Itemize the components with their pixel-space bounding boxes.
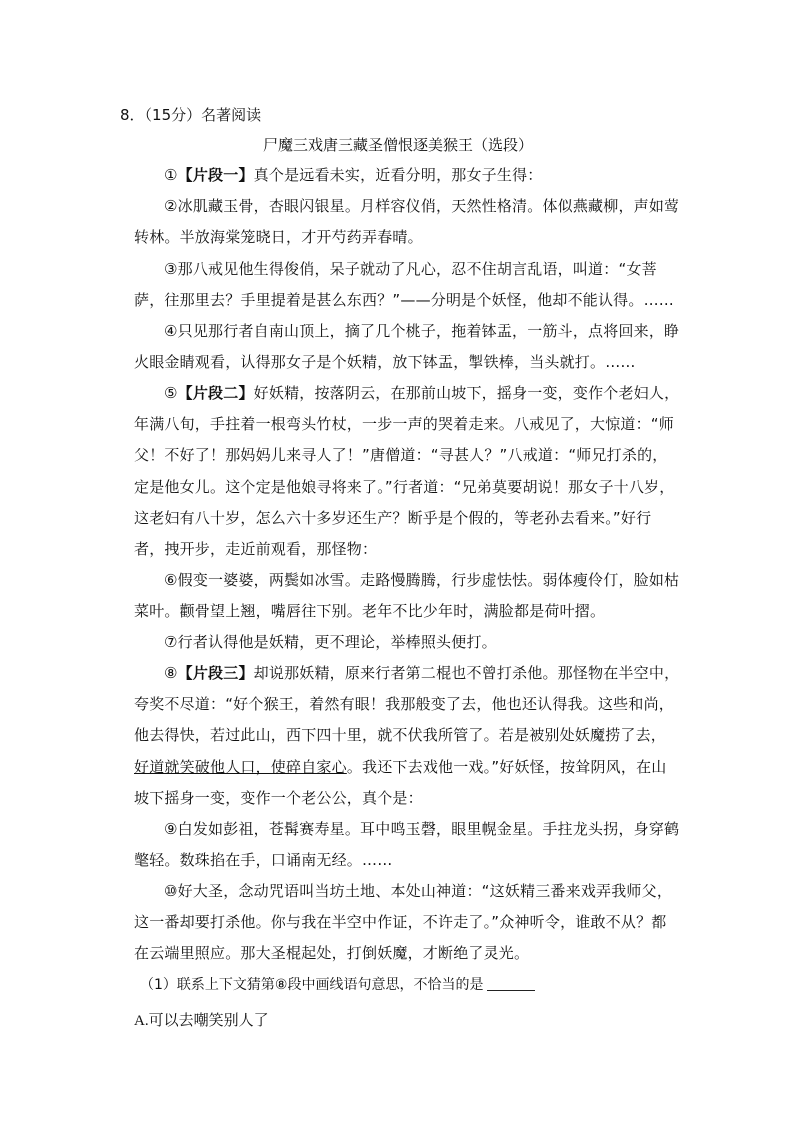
sub-question-1 [140, 974, 535, 994]
paragraph-text: 行者认得他是妖精，更不理论，举棒照头便打。 [177, 633, 497, 651]
paragraph-marker: ③ [164, 260, 178, 278]
paragraph-10 [134, 876, 680, 970]
option-text: 可以去嘲笑别人了 [148, 1011, 269, 1029]
paragraph-marker: ① [164, 166, 178, 184]
paragraph-text: 真个是远看未实，近看分明，那女子生得： [253, 166, 543, 184]
paragraph-marker: ⑨ [164, 820, 178, 838]
paragraph-text: 那八戒见他生得俊俏，呆子就动了凡心，忍不住胡言乱语，叫道：“女菩萨，往那里去？手里提着是甚么东西？”——分明是个妖怪，他却不能认得。…… [134, 260, 674, 310]
option-a [134, 1009, 269, 1030]
paragraph-4 [134, 316, 680, 378]
paragraph-marker: ② [164, 197, 178, 215]
paragraph-5 [134, 378, 680, 565]
paragraph-text: 冰肌藏玉骨，杏眼闪银星。月样容仪俏，天然性格清。体似燕藏柳，声如莺转林。半放海棠笼晓日，才开芍药弄春晴。 [134, 197, 680, 247]
excerpt-tag: 【片段二】 [177, 384, 254, 402]
paragraph-marker: ④ [164, 322, 178, 340]
paragraph-text: 。我还下去戏他一戏。”好妖怪，按耸阴风，在山坡下摇身一变，变作一个老公公，真个是： [134, 757, 667, 807]
paragraph-text: 却说那妖精，原来行者第二棍也不曾打杀他。那怪物在半空中，夸奖不尽道：“好个猴王，着然有眼！我那般变了去，他也还认得我。这些和尚，他去得快，若过此山，西下四十里，就不伏我所管了。若是被别处妖魔捞了去， [134, 664, 680, 745]
paragraph-9 [134, 814, 680, 876]
answer-blank[interactable] [487, 976, 535, 991]
option-letter: A. [134, 1013, 149, 1029]
paragraph-text: 好大圣，念动咒语叫当坊土地、本处山神道：“这妖精三番来戏弄我师父，这一番却要打杀他。你与我在半空中作证，不许走了。”众神听令，谁敢不从？都在云端里照应。那大圣棍起处，打倒妖魔，才断绝了灵光。 [134, 882, 673, 963]
paragraph-6 [134, 565, 680, 627]
excerpt-tag: 【片段一】 [177, 166, 254, 184]
paragraph-2 [134, 191, 680, 253]
paragraph-text: 好妖精，按落阴云，在那前山坡下，摇身一变，变作个老妇人，年满八旬，手拄着一根弯头竹杖，一步一声的哭着走来。八戒见了，大惊道：“师父！不好了！那妈妈儿来寻人了！”唐僧道：“寻甚人？”八戒道：“师兄打杀的，定是他女儿。这个定是他娘寻将来了。”行者道：“兄弟莫要胡说！那女子十八岁，这老妇有八十岁，怎么六十多岁还生产？断乎是个假的，等老孙去看来。”好行者，拽开步，走近前观看，那怪物： [134, 384, 680, 559]
paragraph-marker: ⑥ [164, 571, 178, 589]
paragraph-marker: ⑧ [164, 664, 178, 682]
question-text: （1）联系上下文猜第⑧段中画线语句意思，不恰当的是 [140, 977, 484, 993]
paragraph-8 [134, 658, 680, 814]
paragraph-7 [134, 627, 680, 658]
paragraph-3 [134, 254, 680, 316]
paragraph-text: 白发如彭祖，苍髯赛寿星。耳中鸣玉磬，眼里幌金星。手拄龙头拐，身穿鹤氅轻。数珠掐在手，口诵南无经。…… [134, 820, 680, 870]
excerpt-tag: 【片段三】 [177, 664, 254, 682]
passage-title: 尸魔三戏唐三藏圣僧恨逐美猴王（选段） [262, 136, 533, 154]
paragraph-marker: ⑦ [164, 633, 178, 651]
underlined-sentence: 好道就笑破他人口，使碎自家心 [134, 757, 347, 776]
paragraph-text: 假变一婆婆，两鬓如冰雪。走路慢腾腾，行步虚怯怯。弱体瘦伶仃，脸如枯菜叶。颧骨望上翘，嘴唇往下别。老年不比少年时，满脸都是荷叶摺。 [134, 571, 680, 621]
question-header: 8．（15分）名著阅读 [120, 106, 262, 124]
paragraph-text: 只见那行者自南山顶上，摘了几个桃子，拖着钵盂，一筋斗，点将回来，睁火眼金睛观看，认得那女子是个妖精，放下钵盂，掣铁棒，当头就打。…… [134, 322, 680, 372]
paragraph-marker: ⑤ [164, 384, 178, 402]
paragraph-marker: ⑩ [164, 882, 178, 900]
paragraph-1 [134, 160, 680, 191]
